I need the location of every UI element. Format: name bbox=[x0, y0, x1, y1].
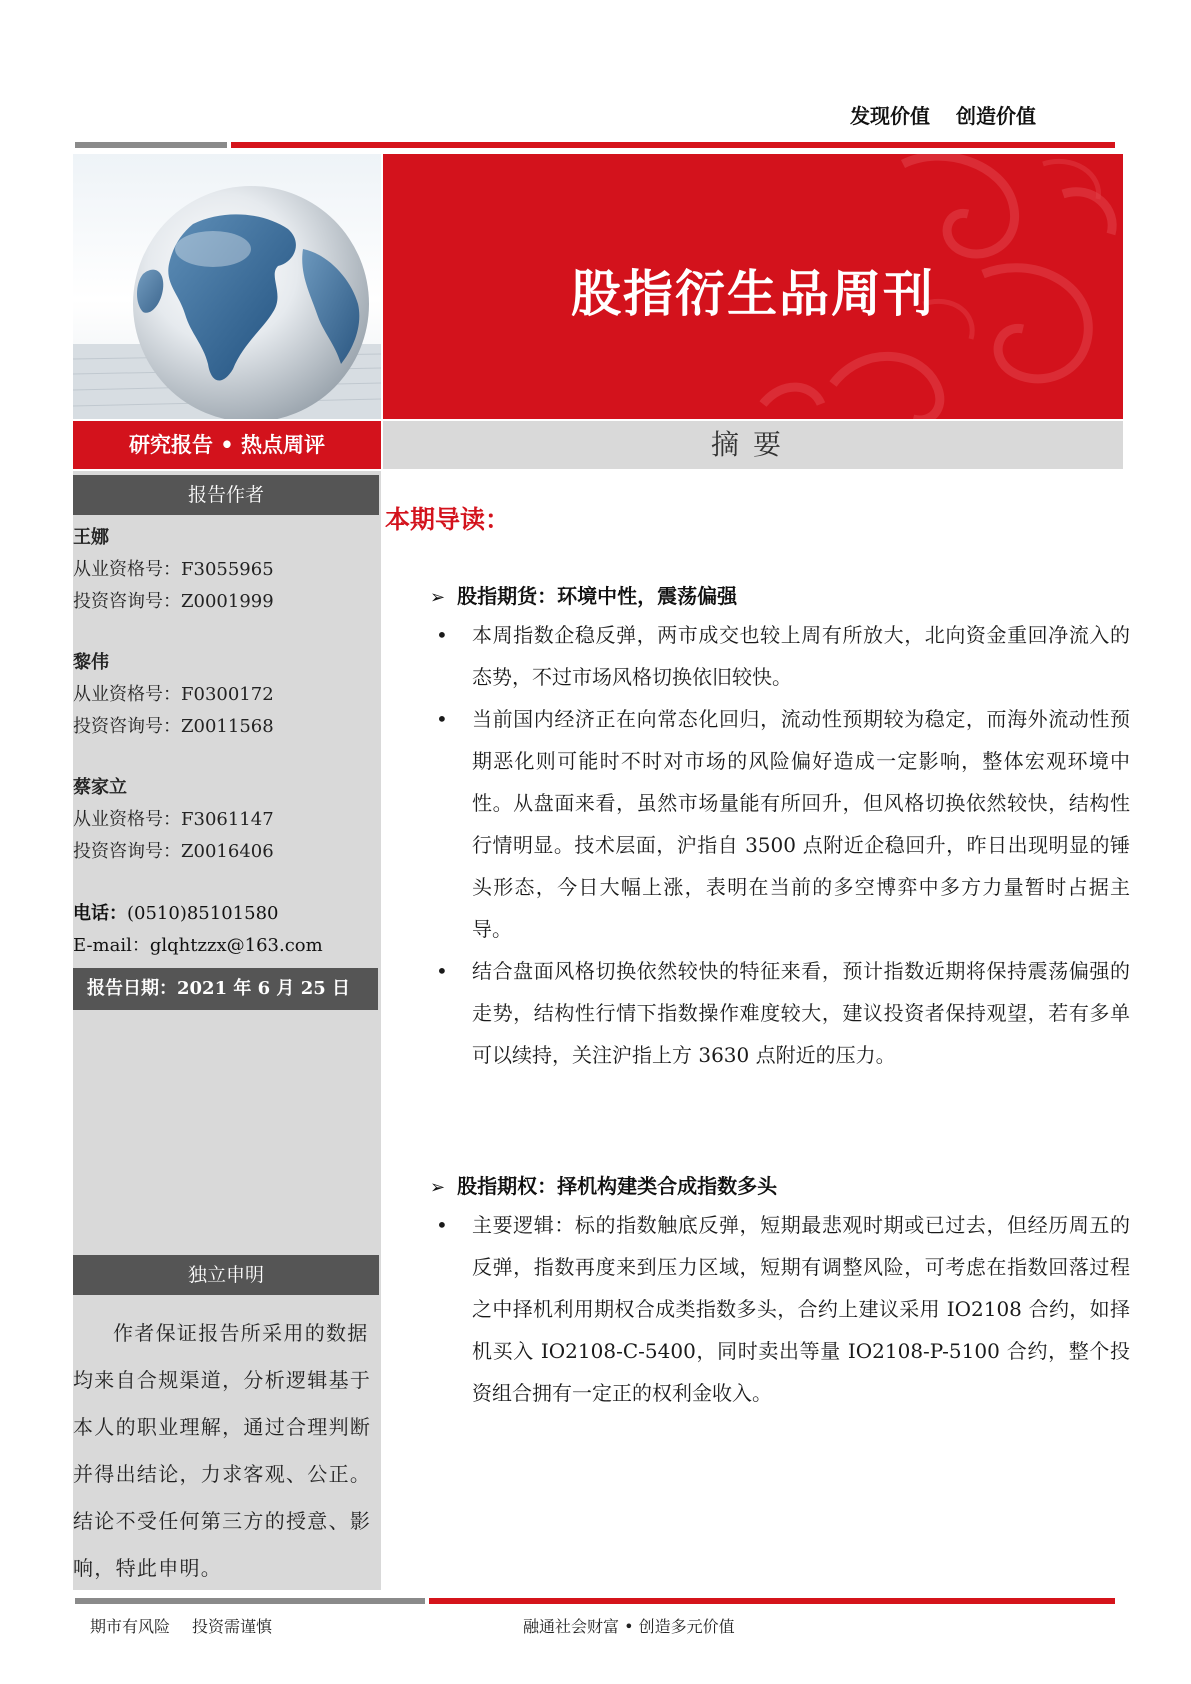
author-advisory: 投资咨询号：Z0011568 bbox=[73, 716, 274, 737]
section-title: 股指期权：择机构建类合成指数多头 bbox=[457, 1174, 778, 1198]
intro-label: 本期导读： bbox=[385, 505, 511, 534]
bullet-icon: • bbox=[436, 959, 448, 983]
report-category: 研究报告 • 热点周评 bbox=[73, 421, 381, 469]
author-cert: 从业资格号：F3055965 bbox=[73, 559, 274, 580]
phone-label: 电话： bbox=[73, 903, 127, 924]
phone-number: (0510)85101580 bbox=[127, 903, 279, 924]
header-slogan bbox=[850, 100, 1062, 129]
bullet-text: 当前国内经济正在向常态化回归，流动性预期较为稳定，而海外流动性预期恶化则可能时不时对市场的风险偏好造成一定影响，整体宏观环境中性。从盘面来看，虽然市场量能有所回升，但风格切换依然较快，结构性行情明显。技术层面，沪指自 3500 点附近企稳回升，昨日出现明显的锤头形态，今日大幅上涨，表明在当前的多空博弈中多方力量暂时占据主导。 bbox=[472, 707, 1130, 941]
bullet-text: 本周指数企稳反弹，两市成交也较上周有所放大，北向资金重回净流入的态势，不过市场风格切换依旧较快。 bbox=[472, 623, 1130, 689]
bullet-icon: • bbox=[436, 623, 448, 647]
author-card bbox=[73, 772, 274, 868]
author-advisory: 投资咨询号：Z0016406 bbox=[73, 841, 274, 862]
summary-heading: 摘要 bbox=[383, 421, 1123, 469]
author-card bbox=[73, 647, 274, 743]
slogan-discover: 发现价值 bbox=[850, 104, 930, 128]
author-cert: 从业资格号：F3061147 bbox=[73, 809, 274, 830]
report-date: 报告日期：2021 年 6 月 25 日 bbox=[73, 968, 378, 1010]
bullet-icon: • bbox=[436, 1213, 448, 1237]
email-label: E-mail： bbox=[73, 935, 150, 956]
futures-bullets bbox=[432, 614, 1130, 1076]
footer-left-1: 期市有风险 bbox=[90, 1617, 171, 1636]
author-name: 蔡家立 bbox=[73, 777, 127, 798]
section-heading-options bbox=[430, 1170, 777, 1199]
independent-statement bbox=[73, 1310, 379, 1592]
statement-text: 作者保证报告所采用的数据均来自合规渠道，分析逻辑基于本人的职业理解，通过合理判断并得出结论，力求客观、公正。结论不受任何第三方的授意、影响，特此申明。 bbox=[73, 1321, 372, 1580]
slogan-create: 创造价值 bbox=[956, 104, 1036, 128]
arrow-right-icon: ➢ bbox=[430, 587, 446, 608]
globe-icon bbox=[73, 154, 381, 419]
author-card bbox=[73, 522, 274, 618]
options-bullets bbox=[432, 1204, 1130, 1414]
section-heading-futures bbox=[430, 580, 737, 609]
author-name: 王娜 bbox=[73, 527, 109, 548]
title-banner bbox=[383, 154, 1123, 419]
footer-risk-warning bbox=[90, 1614, 294, 1637]
author-advisory: 投资咨询号：Z0001999 bbox=[73, 591, 274, 612]
list-item bbox=[432, 614, 1130, 698]
bullet-icon: • bbox=[436, 707, 448, 731]
footer-motto: 融通社会财富 • 创造多元价值 bbox=[523, 1617, 735, 1636]
statement-heading: 独立申明 bbox=[73, 1255, 379, 1295]
email-address: glqhtzzx@163.com bbox=[149, 935, 323, 956]
section-title: 股指期货：环境中性，震荡偏强 bbox=[457, 584, 738, 608]
author-name: 黎伟 bbox=[73, 652, 109, 673]
authors-heading: 报告作者 bbox=[73, 475, 379, 515]
bullet-text: 结合盘面风格切换依然较快的特征来看，预计指数近期将保持震荡偏强的走势，结构性行情下指数操作难度较大，建议投资者保持观望，若有多单可以续持，关注沪指上方 3630 点附近的压力。 bbox=[472, 959, 1130, 1067]
footer-rule bbox=[75, 1598, 1115, 1604]
footer-left-2: 投资需谨慎 bbox=[192, 1617, 273, 1636]
author-cert: 从业资格号：F0300172 bbox=[73, 684, 274, 705]
phone-line bbox=[73, 898, 323, 930]
list-item bbox=[432, 950, 1130, 1076]
globe-illustration bbox=[73, 154, 381, 419]
email-line bbox=[73, 930, 323, 962]
report-title: 股指衍生品周刊 bbox=[571, 265, 935, 323]
arrow-right-icon: ➢ bbox=[430, 1177, 446, 1198]
contact-info bbox=[73, 898, 323, 962]
header-rule bbox=[75, 142, 1115, 148]
bullet-text: 主要逻辑：标的指数触底反弹，短期最悲观时期或已过去，但经历周五的反弹，指数再度来到压力区域，短期有调整风险，可考虑在指数回落过程之中择机利用期权合成类指数多头，合约上建议采用 IO2108 合约，如择机买入 IO2108-C-5400，同时卖出等量 IO2108-P-5100 合约，整个投资组合拥有一定正的权利金收入。 bbox=[472, 1213, 1130, 1405]
list-item bbox=[432, 1204, 1130, 1414]
list-item bbox=[432, 698, 1130, 950]
